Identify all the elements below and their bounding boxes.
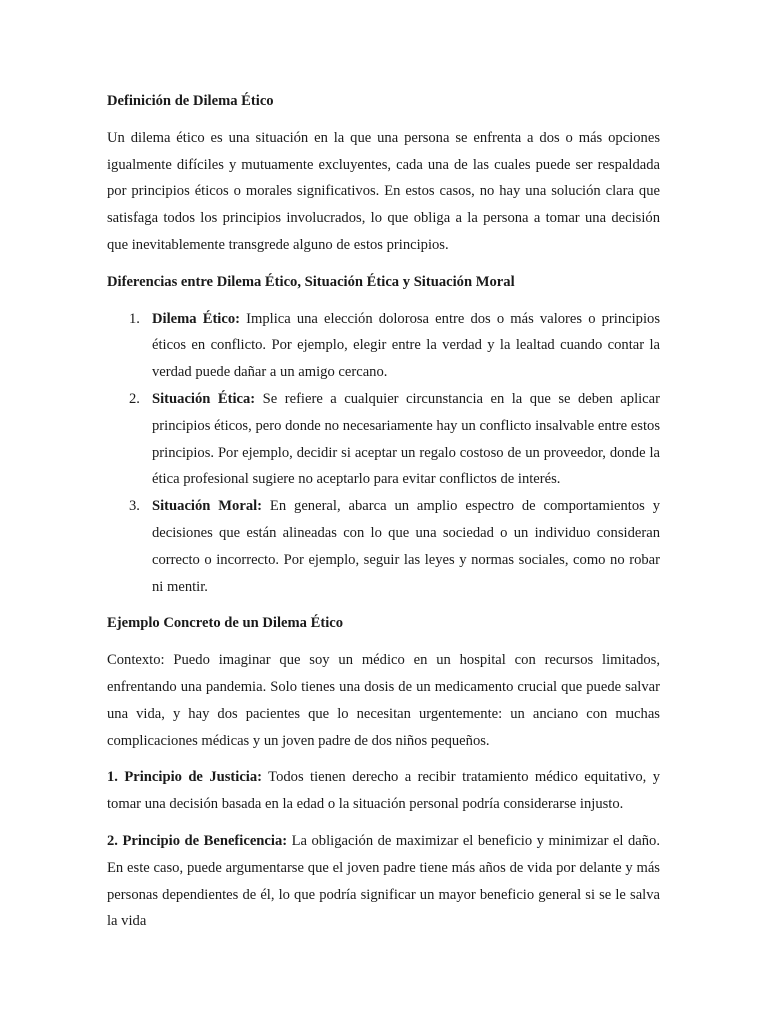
list-item-number: 2. (129, 390, 140, 407)
beneficence-term: 2. Principio de Beneficencia: (107, 832, 288, 849)
differences-list (107, 306, 660, 601)
definition-paragraph: Un dilema ético es una situación en la que una persona se enfrenta a dos o más opciones igualmente difíciles y mutuamente excluyentes, cada una de las cuales puede ser respaldada por principios éticos o morales significativos. En estos casos, no hay una solución clara que satisfaga todos los principios involucrados, lo que obliga a la persona a tomar una decisión que inevitablemente transgrede alguno de estos principios. (107, 129, 660, 253)
list-item-text: Implica una elección dolorosa entre dos o más valores o principios éticos en conflicto. Por ejemplo, elegir entre la verdad y la lealtad cuando contar la verdad puede dañar a un amigo cercano. (152, 310, 660, 381)
list-item-text: En general, abarca un amplio espectro de comportamientos y decisiones que están alineadas con lo que una sociedad o un individuo consideran correcto o incorrecto. Por ejemplo, seguir las leyes y normas sociales, como no robar ni mentir. (152, 498, 660, 595)
beneficence-paragraph (107, 828, 660, 935)
section-heading-differences: Diferencias entre Dilema Ético, Situación Ética y Situación Moral (107, 273, 515, 290)
list-item-number: 3. (129, 498, 140, 515)
list-item-term: Dilema Ético: (152, 310, 240, 327)
section-heading-example: Ejemplo Concreto de un Dilema Ético (107, 615, 344, 632)
justice-paragraph (107, 764, 660, 818)
justice-term: 1. Principio de Justicia: (107, 769, 263, 786)
context-paragraph: Contexto: Puedo imaginar que soy un médico en un hospital con recursos limitados, enfrentando una pandemia. Solo tienes una dosis de un medicamento crucial que puede salvar una vida, y hay dos pacientes que lo necesitan urgentemente: un anciano con muchas complicaciones médicas y un joven padre de dos niños pequeños. (107, 652, 660, 749)
list-item-number: 1. (129, 310, 140, 327)
list-item-term: Situación Ética: (152, 390, 256, 407)
justice-text: Todos tienen derecho a recibir tratamiento médico equitativo, y tomar una decisión basada en la edad o la situación personal podría considerarse injusto. (107, 769, 661, 813)
list-item (107, 493, 660, 600)
beneficence-text: La obligación de maximizar el beneficio y minimizar el daño. En este caso, puede argumentarse que el joven padre tiene más años de vida por delante y más personas dependientes de él, lo que podría significar un mayor beneficio general si se le salva la vida (107, 832, 660, 930)
list-item-text: Se refiere a cualquier circunstancia en la que se deben aplicar principios éticos, pero donde no necesariamente hay un conflicto insalvable entre estos principios. Por ejemplo, decidir si aceptar un regalo costoso de un proveedor, donde la ética profesional sugiere no aceptarlo para evitar conflictos de interés. (152, 390, 661, 488)
list-item (107, 386, 660, 493)
document-page (107, 88, 660, 945)
list-item (107, 306, 660, 386)
list-item-term: Situación Moral: (152, 498, 263, 515)
section-heading-definition: Definición de Dilema Ético (107, 93, 274, 109)
